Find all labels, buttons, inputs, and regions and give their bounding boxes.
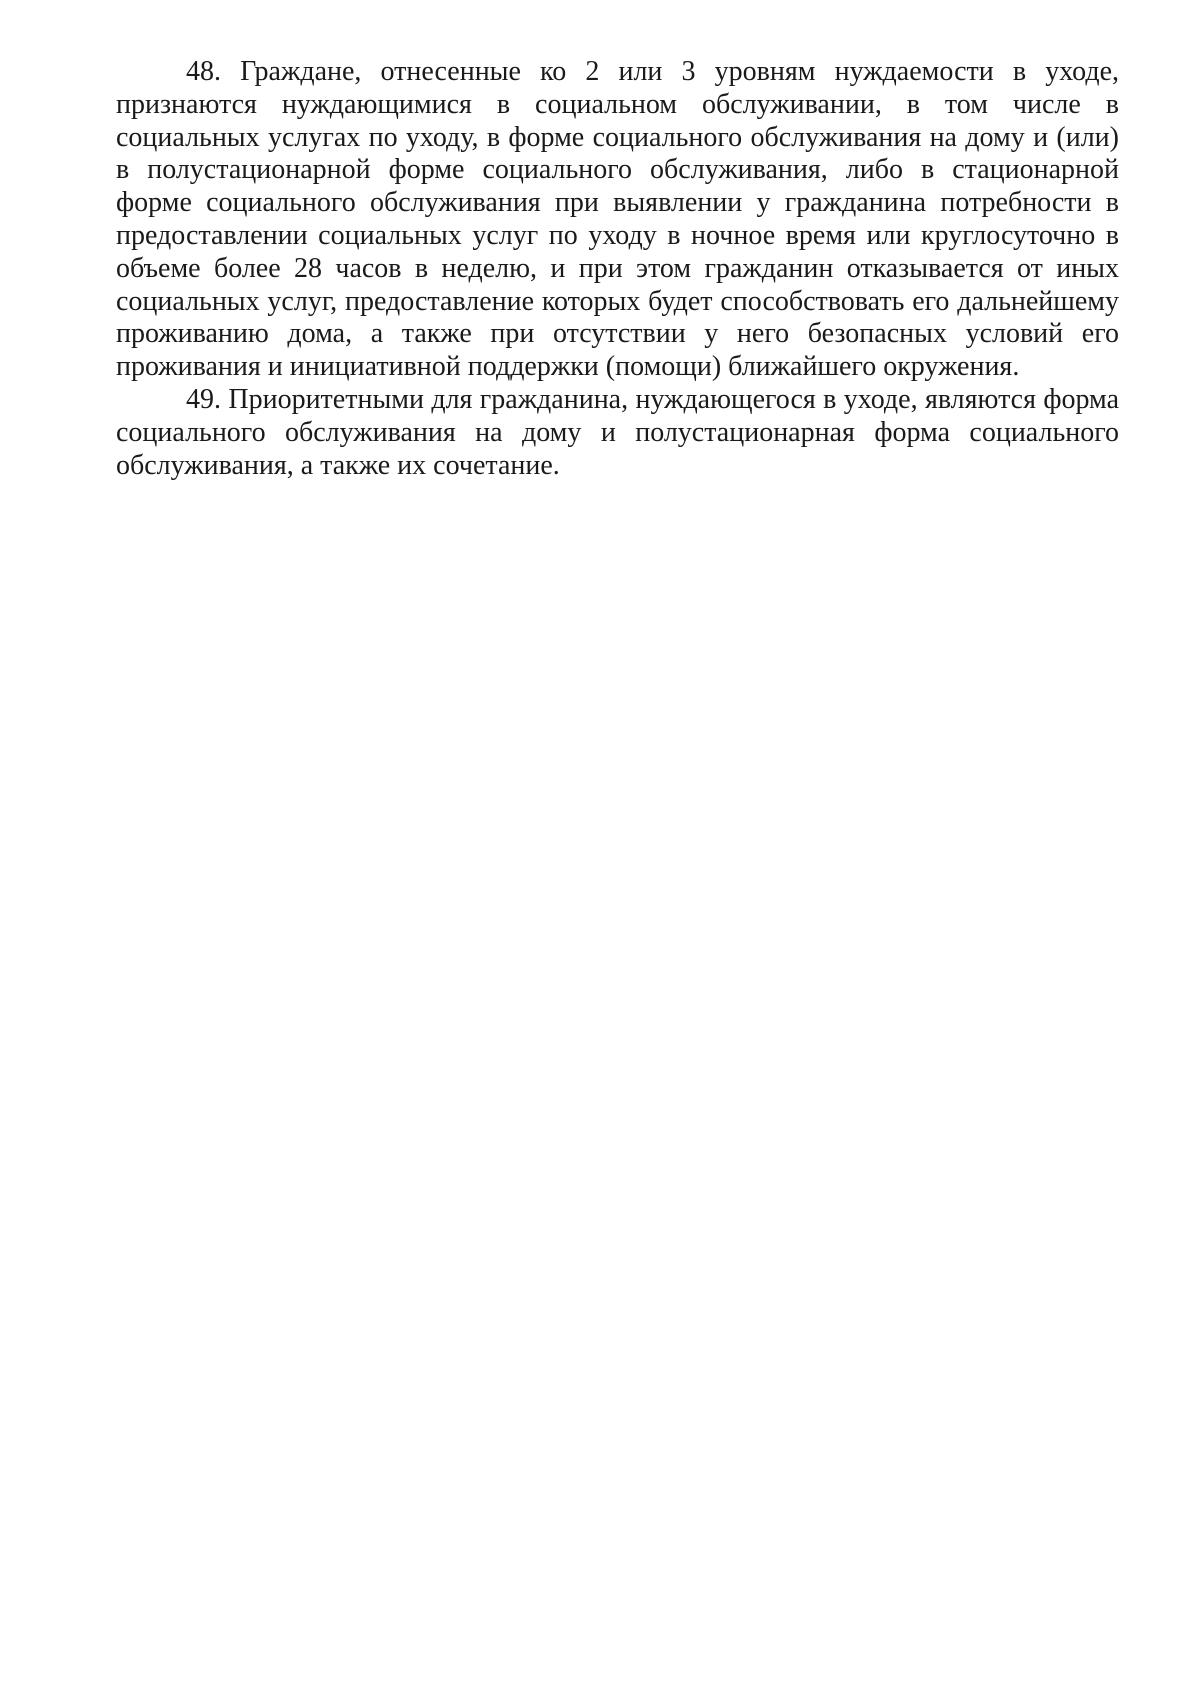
paragraph-48: 48. Граждане, отнесенные ко 2 или 3 уровням нуждаемости в уходе, признаются нуждающимися в социальном обслуживании, в том числе в социальных услугах по уходу, в форме социального обслуживания на дому и (или) в полустационарной форме социального обслуживания, либо в стационарной форме социального обслуживания при выявлении у гражданина потребности в предоставлении социальных услуг по уходу в ночное время или круглосуточно в объеме более 28 часов в неделю, и при этом гражданин отказывается от иных социальных услуг, предоставление которых будет способствовать его дальнейшему проживанию дома, а также при отсутствии у него безопасных условий его проживания и инициативной поддержки (помощи) ближайшего окружения.: [116, 56, 1119, 383]
paragraph-49: 49. Приоритетными для гражданина, нуждающегося в уходе, являются форма социального обслуживания на дому и полустационарная форма социального обслуживания, а также их сочетание.: [116, 383, 1119, 481]
document-body: [116, 56, 1119, 482]
